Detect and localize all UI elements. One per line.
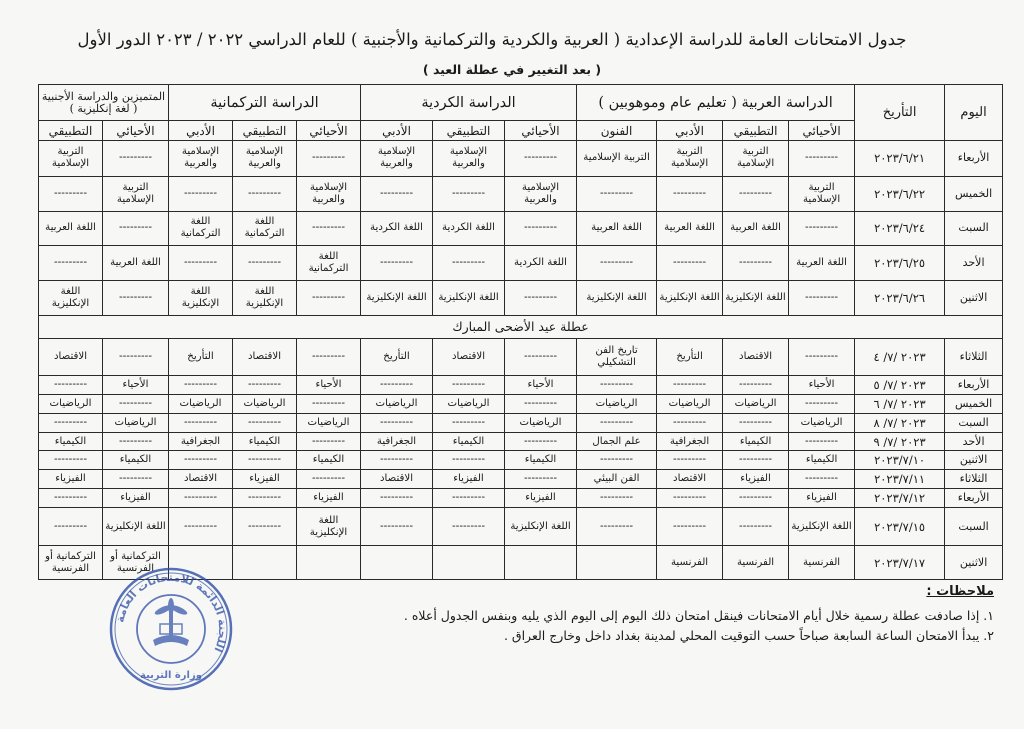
- table-cell: ---------: [577, 413, 657, 432]
- stamp-outer-text: اللجنة الدائمة للامتحانات العامة: [113, 570, 230, 655]
- table-cell: ---------: [169, 246, 233, 281]
- row-date: ٢٠٢٣/٧/١٧: [855, 546, 945, 580]
- table-cell: ---------: [577, 375, 657, 394]
- table-cell: ---------: [657, 375, 723, 394]
- header-track-10: الأحيائي: [103, 121, 169, 141]
- table-cell: الأحياء: [103, 375, 169, 394]
- header-track-1: التطبيقي: [723, 121, 789, 141]
- table-cell: ---------: [723, 508, 789, 546]
- table-cell: ---------: [361, 451, 433, 470]
- table-cell: الرياضيات: [723, 394, 789, 413]
- table-cell: ---------: [103, 338, 169, 375]
- table-cell: ---------: [433, 176, 505, 211]
- header-track-0: الأحيائي: [789, 121, 855, 141]
- table-cell: الفيزياء: [505, 489, 577, 508]
- table-cell: اللغة الإنكليزية: [361, 280, 433, 315]
- table-cell: الكيمياء: [433, 432, 505, 451]
- header-group-turkmen: الدراسة التركمانية: [169, 85, 361, 121]
- table-cell: الرياضيات: [103, 413, 169, 432]
- table-cell: ---------: [297, 211, 361, 246]
- table-cell: الفرنسية: [657, 546, 723, 580]
- table-cell: ---------: [361, 489, 433, 508]
- row-date: ٢٠٢٣/٦/٢١: [855, 141, 945, 177]
- table-cell: الرياضيات: [657, 394, 723, 413]
- table-cell: ---------: [657, 489, 723, 508]
- notes-heading: ملاحظات :: [926, 584, 994, 599]
- table-cell: الرياضيات: [39, 394, 103, 413]
- table-cell: اللغة التركمانية: [297, 246, 361, 281]
- table-cell: ---------: [361, 413, 433, 432]
- table-cell: الفرنسية: [789, 546, 855, 580]
- row-date: ٢٠٢٣/٧/١١: [855, 470, 945, 489]
- table-cell: اللغة العربية: [39, 211, 103, 246]
- header-track-4: الأحيائي: [505, 121, 577, 141]
- table-cell: الإسلامية والعربية: [433, 141, 505, 177]
- table-row: [39, 470, 1003, 489]
- table-cell: ---------: [577, 489, 657, 508]
- table-cell: ---------: [577, 246, 657, 281]
- table-cell: ---------: [233, 246, 297, 281]
- row-day: الاثنين: [945, 451, 1003, 470]
- table-cell: التأريخ: [169, 338, 233, 375]
- emblem-icon: [153, 598, 189, 646]
- row-date: ٢٠٢٣ /٧/ ٩: [855, 432, 945, 451]
- table-cell: اللغة الإنكليزية: [233, 280, 297, 315]
- table-cell: الفيزياء: [297, 489, 361, 508]
- table-cell: ---------: [433, 375, 505, 394]
- table-cell: الاقتصاد: [657, 470, 723, 489]
- table-cell: ---------: [789, 394, 855, 413]
- table-cell: ---------: [39, 176, 103, 211]
- table-cell: ---------: [789, 280, 855, 315]
- table-cell: اللغة الإنكليزية: [39, 280, 103, 315]
- table-cell: الفيزياء: [433, 470, 505, 489]
- table-cell: الفيزياء: [723, 470, 789, 489]
- header-track-6: الأدبي: [361, 121, 433, 141]
- table-cell: ---------: [577, 451, 657, 470]
- table-cell: اللغة التركمانية: [169, 211, 233, 246]
- table-cell: الرياضيات: [433, 394, 505, 413]
- official-stamp: [108, 566, 234, 692]
- table-cell: ---------: [169, 489, 233, 508]
- header-group-distinguished: المتميزين والدراسة الأجنبية ( لغة إنكليزية ): [39, 85, 169, 121]
- row-day: الثلاثاء: [945, 338, 1003, 375]
- table-cell: ---------: [361, 246, 433, 281]
- table-cell: ---------: [233, 508, 297, 546]
- table-cell: تاريخ الفن التشكيلي: [577, 338, 657, 375]
- note-item-1: ١. إذا صادفت عطلة رسمية خلال أيام الامتحانات فينقل امتحان ذلك اليوم إلى اليوم الذي يليه وبنفس الجدول أعلاه .: [403, 608, 994, 623]
- table-cell: ---------: [789, 470, 855, 489]
- table-cell: الفن البيئي: [577, 470, 657, 489]
- table-cell: الإسلامية والعربية: [505, 176, 577, 211]
- row-day: الثلاثاء: [945, 470, 1003, 489]
- table-cell: ---------: [233, 413, 297, 432]
- table-cell: علم الجمال: [577, 432, 657, 451]
- row-day: الأربعاء: [945, 141, 1003, 177]
- table-cell: ---------: [723, 413, 789, 432]
- row-day: السبت: [945, 413, 1003, 432]
- row-date: ٢٠٢٣/٧/١٢: [855, 489, 945, 508]
- table-cell: الرياضيات: [361, 394, 433, 413]
- table-cell: التربية الإسلامية: [657, 141, 723, 177]
- header-group-arabic: الدراسة العربية ( تعليم عام وموهوبين ): [577, 85, 855, 121]
- row-date: ٢٠٢٣/٧/١٥: [855, 508, 945, 546]
- table-cell: الاقتصاد: [233, 338, 297, 375]
- row-date: ٢٠٢٣ /٧/ ٤: [855, 338, 945, 375]
- table-cell: اللغة الإنكليزية: [789, 508, 855, 546]
- table-cell: ---------: [233, 451, 297, 470]
- table-cell: اللغة العربية: [103, 246, 169, 281]
- table-cell: [505, 546, 577, 580]
- table-cell: ---------: [361, 176, 433, 211]
- table-cell: ---------: [361, 375, 433, 394]
- header-day: اليوم: [945, 85, 1003, 141]
- table-cell: اللغة الإنكليزية: [657, 280, 723, 315]
- table-cell: التأريخ: [361, 338, 433, 375]
- table-cell: ---------: [169, 176, 233, 211]
- table-cell: [361, 546, 433, 580]
- table-cell: الفيزياء: [39, 470, 103, 489]
- table-cell: ---------: [103, 141, 169, 177]
- table-cell: الجغرافية: [657, 432, 723, 451]
- table-cell: الرياضيات: [505, 413, 577, 432]
- row-day: السبت: [945, 211, 1003, 246]
- table-cell: الرياضيات: [297, 413, 361, 432]
- table-cell: ---------: [657, 176, 723, 211]
- table-cell: ---------: [169, 508, 233, 546]
- table-cell: الفيزياء: [789, 489, 855, 508]
- table-cell: الرياضيات: [577, 394, 657, 413]
- table-cell: اللغة الإنكليزية: [169, 280, 233, 315]
- table-cell: اللغة الكردية: [505, 246, 577, 281]
- table-cell: ---------: [789, 338, 855, 375]
- table-cell: ---------: [789, 432, 855, 451]
- table-cell: التربية الإسلامية: [577, 141, 657, 177]
- table-row: [39, 508, 1003, 546]
- table-cell: التركمانية أو الفرنسية: [103, 546, 169, 580]
- table-cell: ---------: [39, 508, 103, 546]
- table-cell: ---------: [723, 246, 789, 281]
- table-cell: ---------: [39, 451, 103, 470]
- table-cell: ---------: [169, 413, 233, 432]
- header-group-kurdish: الدراسة الكردية: [361, 85, 577, 121]
- table-cell: ---------: [505, 394, 577, 413]
- table-row: [39, 246, 1003, 281]
- table-cell: ---------: [789, 141, 855, 177]
- table-cell: التربية الإسلامية: [103, 176, 169, 211]
- table-cell: الكيمياء: [789, 451, 855, 470]
- row-date: ٢٠٢٣/٦/٢٦: [855, 280, 945, 315]
- table-cell: ---------: [39, 375, 103, 394]
- row-date: ٢٠٢٣ /٧/ ٨: [855, 413, 945, 432]
- row-day: الخميس: [945, 394, 1003, 413]
- header-date: التأريخ: [855, 85, 945, 141]
- table-cell: الكيمياء: [233, 432, 297, 451]
- table-cell: ---------: [297, 141, 361, 177]
- row-day: الاثنين: [945, 546, 1003, 580]
- document-subtitle: ( بعد التغيير في عطلة العيد ): [422, 62, 602, 77]
- table-cell: الإسلامية والعربية: [297, 176, 361, 211]
- table-cell: الإسلامية والعربية: [361, 141, 433, 177]
- table-cell: الاقتصاد: [361, 470, 433, 489]
- note-item-2: ٢. يبدأ الامتحان الساعة السابعة صباحاً حسب التوقيت المحلي لمدينة بغداد داخل وخارج العراق .: [503, 628, 994, 643]
- header-track-11: التطبيقي: [39, 121, 103, 141]
- table-row: [39, 489, 1003, 508]
- table-cell: التربية الإسلامية: [789, 176, 855, 211]
- table-cell: ---------: [505, 211, 577, 246]
- header-track-2: الأدبي: [657, 121, 723, 141]
- table-cell: التركمانية أو الفرنسية: [39, 546, 103, 580]
- row-day: السبت: [945, 508, 1003, 546]
- holiday-row: [39, 315, 1003, 338]
- table-cell: ---------: [433, 489, 505, 508]
- table-cell: ---------: [361, 508, 433, 546]
- table-cell: اللغة العربية: [577, 211, 657, 246]
- table-cell: [577, 546, 657, 580]
- table-cell: الكيمياء: [103, 451, 169, 470]
- table-row: [39, 451, 1003, 470]
- table-cell: التربية الإسلامية: [723, 141, 789, 177]
- table-cell: اللغة الكردية: [361, 211, 433, 246]
- table-cell: الأحياء: [789, 375, 855, 394]
- table-cell: ---------: [103, 470, 169, 489]
- table-cell: ---------: [233, 375, 297, 394]
- table-cell: الإسلامية والعربية: [233, 141, 297, 177]
- table-cell: الفيزياء: [103, 489, 169, 508]
- table-row: [39, 432, 1003, 451]
- table-cell: ---------: [433, 246, 505, 281]
- table-cell: اللغة الإنكليزية: [433, 280, 505, 315]
- table-cell: الكيمياء: [723, 432, 789, 451]
- row-day: الأربعاء: [945, 489, 1003, 508]
- table-cell: التأريخ: [657, 338, 723, 375]
- table-cell: [297, 546, 361, 580]
- table-cell: الرياضيات: [789, 413, 855, 432]
- row-date: ٢٠٢٣/٦/٢٤: [855, 211, 945, 246]
- table-cell: ---------: [789, 211, 855, 246]
- table-cell: ---------: [433, 508, 505, 546]
- document-title: جدول الامتحانات العامة للدراسة الإعدادية ( العربية والكردية والتركمانية والأجنبية ) للعام الدراسي ٢٠٢٢ / ٢٠٢٣ الدور الأول: [77, 30, 907, 49]
- row-day: الأربعاء: [945, 375, 1003, 394]
- table-cell: ---------: [169, 451, 233, 470]
- table-cell: ---------: [505, 338, 577, 375]
- table-row: [39, 413, 1003, 432]
- table-cell: الكيمياء: [505, 451, 577, 470]
- table-cell: ---------: [505, 470, 577, 489]
- table-row: [39, 280, 1003, 315]
- table-cell: ---------: [233, 176, 297, 211]
- table-row: [39, 141, 1003, 177]
- table-cell: ---------: [723, 375, 789, 394]
- table-cell: اللغة الإنكليزية: [577, 280, 657, 315]
- table-cell: ---------: [103, 432, 169, 451]
- header-track-5: التطبيقي: [433, 121, 505, 141]
- table-cell: الجغرافية: [361, 432, 433, 451]
- table-cell: اللغة التركمانية: [233, 211, 297, 246]
- table-cell: ---------: [103, 280, 169, 315]
- table-cell: ---------: [433, 413, 505, 432]
- table-cell: الاقتصاد: [169, 470, 233, 489]
- table-cell: الأحياء: [297, 375, 361, 394]
- table-cell: ---------: [657, 451, 723, 470]
- table-cell: [233, 546, 297, 580]
- table-cell: اللغة الإنكليزية: [505, 508, 577, 546]
- row-date: ٢٠٢٣/٦/٢٢: [855, 176, 945, 211]
- table-cell: اللغة الإنكليزية: [297, 508, 361, 546]
- table-cell: الرياضيات: [233, 394, 297, 413]
- table-cell: ---------: [505, 141, 577, 177]
- table-row: [39, 176, 1003, 211]
- table-cell: الفرنسية: [723, 546, 789, 580]
- holiday-label: عطلة عيد الأضحى المبارك: [39, 315, 1003, 338]
- table-cell: التربية الإسلامية: [39, 141, 103, 177]
- table-cell: ---------: [657, 413, 723, 432]
- table-cell: الجغرافية: [169, 432, 233, 451]
- table-cell: ---------: [39, 246, 103, 281]
- table-cell: اللغة الكردية: [433, 211, 505, 246]
- table-cell: الأحياء: [505, 375, 577, 394]
- row-date: ٢٠٢٣/٧/١٠: [855, 451, 945, 470]
- table-cell: ---------: [723, 176, 789, 211]
- table-cell: ---------: [297, 432, 361, 451]
- table-cell: [433, 546, 505, 580]
- table-row: [39, 394, 1003, 413]
- table-cell: الكيمياء: [39, 432, 103, 451]
- table-cell: الاقتصاد: [723, 338, 789, 375]
- table-cell: الفيزياء: [233, 470, 297, 489]
- table-cell: ---------: [505, 280, 577, 315]
- table-cell: اللغة العربية: [789, 246, 855, 281]
- exam-schedule-table: [38, 84, 1003, 580]
- table-cell: اللغة العربية: [723, 211, 789, 246]
- row-date: ٢٠٢٣ /٧/ ٥: [855, 375, 945, 394]
- row-day: الخميس: [945, 176, 1003, 211]
- table-cell: ---------: [103, 211, 169, 246]
- table-cell: ---------: [39, 413, 103, 432]
- table-cell: ---------: [169, 375, 233, 394]
- notes-section: [330, 582, 994, 646]
- header-track-8: التطبيقي: [233, 121, 297, 141]
- table-cell: ---------: [297, 338, 361, 375]
- table-cell: ---------: [657, 508, 723, 546]
- table-cell: ---------: [297, 470, 361, 489]
- table-cell: ---------: [433, 451, 505, 470]
- stamp-inner-text: وزارة التربية: [140, 670, 202, 681]
- table-cell: ---------: [233, 489, 297, 508]
- table-cell: الاقتصاد: [433, 338, 505, 375]
- table-cell: ---------: [39, 489, 103, 508]
- table-cell: ---------: [505, 432, 577, 451]
- table-cell: ---------: [103, 394, 169, 413]
- table-row: [39, 375, 1003, 394]
- table-cell: ---------: [723, 489, 789, 508]
- header-track-3: الفنون: [577, 121, 657, 141]
- table-row: [39, 338, 1003, 375]
- table-row: [39, 211, 1003, 246]
- table-cell: الكيمياء: [297, 451, 361, 470]
- table-cell: اللغة الإنكليزية: [103, 508, 169, 546]
- header-track-7: الأحيائي: [297, 121, 361, 141]
- table-cell: ---------: [657, 246, 723, 281]
- table-cell: الاقتصاد: [39, 338, 103, 375]
- table-cell: الرياضيات: [169, 394, 233, 413]
- row-day: الأحد: [945, 246, 1003, 281]
- table-cell: ---------: [297, 280, 361, 315]
- row-date: ٢٠٢٣/٦/٢٥: [855, 246, 945, 281]
- row-day: الاثنين: [945, 280, 1003, 315]
- table-cell: الإسلامية والعربية: [169, 141, 233, 177]
- table-cell: ---------: [577, 508, 657, 546]
- row-date: ٢٠٢٣ /٧/ ٦: [855, 394, 945, 413]
- table-cell: اللغة الإنكليزية: [723, 280, 789, 315]
- table-cell: ---------: [577, 176, 657, 211]
- row-day: الأحد: [945, 432, 1003, 451]
- table-cell: ---------: [723, 451, 789, 470]
- table-cell: ---------: [297, 394, 361, 413]
- table-cell: اللغة العربية: [657, 211, 723, 246]
- header-track-9: الأدبي: [169, 121, 233, 141]
